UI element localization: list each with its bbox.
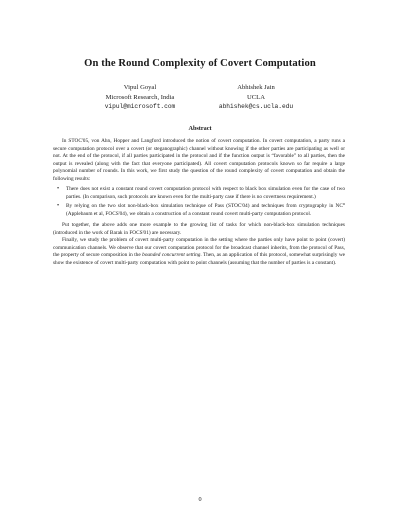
- paper-title: On the Round Complexity of Covert Computation: [84, 58, 316, 69]
- result-text-1: There does not exist a constant round covert computation protocol with respect to black box simulation even for the case of two parties. (In comparison, such protocols are known even for the multi-party case if there is no covertness requirement.): [66, 186, 345, 200]
- abstract-body: [53, 138, 345, 267]
- paragraph-3-text-a: Finally, we study the problem of covert multi-party computation in the setting where the parties only have point to point (covert) communication channels. We observe that our covert computation protocol for the broadcast channel inherits, from the protocol of Pass, the property of secure composition in the: [53, 237, 345, 258]
- result-item-1: [53, 186, 345, 201]
- result-text-2: By relying on the two slot non-black-box simulation technique of Pass (STOC'04) and techniques from cryptography in NC⁰ (Applebaum et al, FOCS'04), we obtain a construction of a constant round covert multi-party computation protocol.: [66, 203, 345, 217]
- author-name: Vipul Goyal: [123, 84, 157, 91]
- author-name: Abhishek Jain: [237, 84, 275, 91]
- page-number: 0: [198, 496, 202, 503]
- author-affiliation: UCLA: [247, 93, 265, 101]
- results-list: [53, 186, 345, 218]
- paragraph-3-text-b: . Then, as an application of this protocol, somewhat surprisingly we show the existence of covert multi-party computation with point to point channels (assuming that the number of parties is a constant).: [53, 252, 345, 266]
- author-email: abhishek@cs.ucla.edu: [218, 103, 294, 111]
- abstract-paragraph-2: Put together, the above adds one more example to the growing list of tasks for which non-black-box simulation techniques (introduced in the work of Barak in FOCS'01) are necessary.: [53, 222, 345, 236]
- result-item-2: [53, 203, 345, 218]
- abstract-heading: Abstract: [188, 125, 212, 132]
- author-1: [80, 83, 200, 112]
- author-2: [196, 83, 316, 112]
- abstract-paragraph-1: In STOC'05, von Ahn, Hopper and Langford introduced the notion of covert computation. In covert computation, a party runs a secure computation protocol over a covert (or steganographic) channel without knowing if the other parties are participating as well or not. At the end of the protocol, if all parties participated in the protocol and if the function output is “favorable” to all parties, then the output is revealed (along with the fact that everyone participated). All covert computation protocols known so far require a large polynomial number of rounds. In this work, we first study the question of the round complexity of covert computation and obtain the following results:: [53, 138, 345, 182]
- bullet-icon: •: [57, 203, 60, 209]
- abstract-paragraph-3: [53, 237, 345, 267]
- author-email: vipul@microsoft.com: [104, 103, 176, 111]
- author-affiliation: Microsoft Research, India: [105, 93, 175, 101]
- bullet-icon: •: [57, 186, 60, 192]
- paragraph-3-emphasis: bounded concurrent setting: [142, 252, 201, 258]
